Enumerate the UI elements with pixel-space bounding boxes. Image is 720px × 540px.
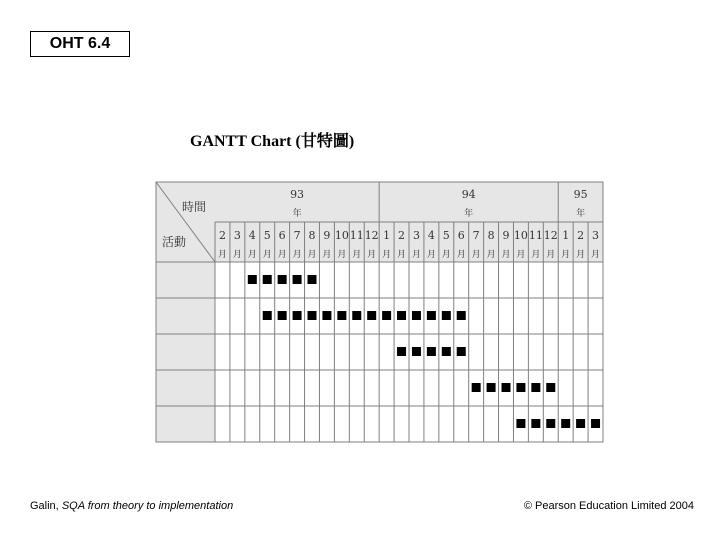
year-label: 93 <box>290 188 305 201</box>
month-label: 8 <box>487 229 495 242</box>
month-suffix: 月 <box>576 250 586 260</box>
corner-time-label: 時間 <box>181 200 207 214</box>
gantt-bar-cell <box>427 311 436 320</box>
month-label: 1 <box>383 229 391 242</box>
gantt-bar-cell <box>591 419 600 428</box>
month-suffix: 月 <box>217 250 227 260</box>
month-label: 2 <box>577 229 585 242</box>
month-label: 4 <box>248 229 256 242</box>
gantt-bar-cell <box>397 347 406 356</box>
footer-book-title: SQA from theory to implementation <box>61 500 234 512</box>
gantt-bar-cell <box>516 419 525 428</box>
gantt-bar-cell <box>531 383 540 392</box>
month-label: 9 <box>323 229 331 242</box>
month-label: 6 <box>278 229 286 242</box>
month-suffix: 月 <box>471 250 481 260</box>
month-label: 2 <box>398 229 406 242</box>
gantt-bar-cell <box>561 419 570 428</box>
month-label: 12 <box>364 229 379 242</box>
gantt-bar-cell <box>397 311 406 320</box>
month-suffix: 月 <box>486 250 496 260</box>
gantt-bar-cell <box>487 383 496 392</box>
month-suffix: 月 <box>561 250 571 260</box>
gantt-bar-cell <box>382 311 391 320</box>
gantt-bar-cell <box>412 347 421 356</box>
gantt-bar-cell <box>278 311 287 320</box>
month-suffix: 月 <box>262 250 272 260</box>
gantt-bar-cell <box>263 311 272 320</box>
gantt-bar-cell <box>337 311 346 320</box>
month-label: 11 <box>528 229 543 242</box>
year-suffix: 年 <box>292 209 302 219</box>
month-label: 4 <box>427 229 435 242</box>
month-suffix: 月 <box>307 250 317 260</box>
month-label: 3 <box>592 229 600 242</box>
gantt-bar-cell <box>546 383 555 392</box>
month-suffix: 月 <box>397 250 407 260</box>
gantt-bar-cell <box>516 383 525 392</box>
month-label: 8 <box>308 229 316 242</box>
gantt-bar-cell <box>531 419 540 428</box>
month-label: 11 <box>349 229 364 242</box>
month-label: 5 <box>442 229 450 242</box>
month-suffix: 月 <box>247 250 257 260</box>
activity-column-background <box>156 262 215 442</box>
corner-activity-label: 活動 <box>161 235 187 249</box>
month-suffix: 月 <box>456 250 466 260</box>
footer-author: Galin, <box>30 500 59 512</box>
gantt-bar-cell <box>322 311 331 320</box>
gantt-bar-cell <box>263 275 272 284</box>
year-suffix: 年 <box>464 209 474 219</box>
month-label: 7 <box>472 229 480 242</box>
year-label: 95 <box>573 188 588 201</box>
year-label: 94 <box>461 188 476 201</box>
month-label: 2 <box>218 229 226 242</box>
month-label: 5 <box>263 229 271 242</box>
month-suffix: 月 <box>232 250 242 260</box>
month-label: 3 <box>233 229 241 242</box>
gantt-bar-cell <box>457 311 466 320</box>
gantt-bar-cell <box>293 311 302 320</box>
month-label: 10 <box>513 229 528 242</box>
month-suffix: 月 <box>337 250 347 260</box>
gantt-bar-cell <box>248 275 257 284</box>
month-suffix: 月 <box>352 250 362 260</box>
month-label: 12 <box>543 229 558 242</box>
footer-citation <box>30 500 233 512</box>
gantt-bar-cell <box>546 419 555 428</box>
gantt-bar-cell <box>576 419 585 428</box>
month-suffix: 月 <box>367 250 377 260</box>
month-suffix: 月 <box>546 250 556 260</box>
month-suffix: 月 <box>531 250 541 260</box>
month-label: 7 <box>293 229 301 242</box>
chart-title: GANTT Chart (甘特圖) <box>190 133 355 150</box>
month-suffix: 月 <box>411 250 421 260</box>
gantt-bar-cell <box>472 383 481 392</box>
gantt-bar-cell <box>278 275 287 284</box>
gantt-bar-cell <box>352 311 361 320</box>
gantt-bar-cell <box>308 275 317 284</box>
month-label: 9 <box>502 229 510 242</box>
month-suffix: 月 <box>277 250 287 260</box>
gantt-bar-cell <box>367 311 376 320</box>
month-label: 3 <box>412 229 420 242</box>
slide-number-badge: OHT 6.4 <box>30 31 130 57</box>
gantt-bar-cell <box>442 311 451 320</box>
month-suffix: 月 <box>516 250 526 260</box>
month-suffix: 月 <box>322 250 332 260</box>
month-suffix: 月 <box>591 250 601 260</box>
month-label: 6 <box>457 229 465 242</box>
month-label: 1 <box>562 229 570 242</box>
month-suffix: 月 <box>501 250 511 260</box>
month-suffix: 月 <box>382 250 392 260</box>
gantt-bar-cell <box>442 347 451 356</box>
year-suffix: 年 <box>576 209 586 219</box>
month-suffix: 月 <box>441 250 451 260</box>
footer-copyright: © Pearson Education Limited 2004 <box>523 500 694 512</box>
gantt-bar-cell <box>457 347 466 356</box>
gantt-bar-cell <box>412 311 421 320</box>
month-suffix: 月 <box>426 250 436 260</box>
month-label: 10 <box>334 229 349 242</box>
month-suffix: 月 <box>292 250 302 260</box>
gantt-bar-cell <box>502 383 511 392</box>
gantt-bar-cell <box>427 347 436 356</box>
gantt-bar-cell <box>308 311 317 320</box>
gantt-bar-cell <box>293 275 302 284</box>
